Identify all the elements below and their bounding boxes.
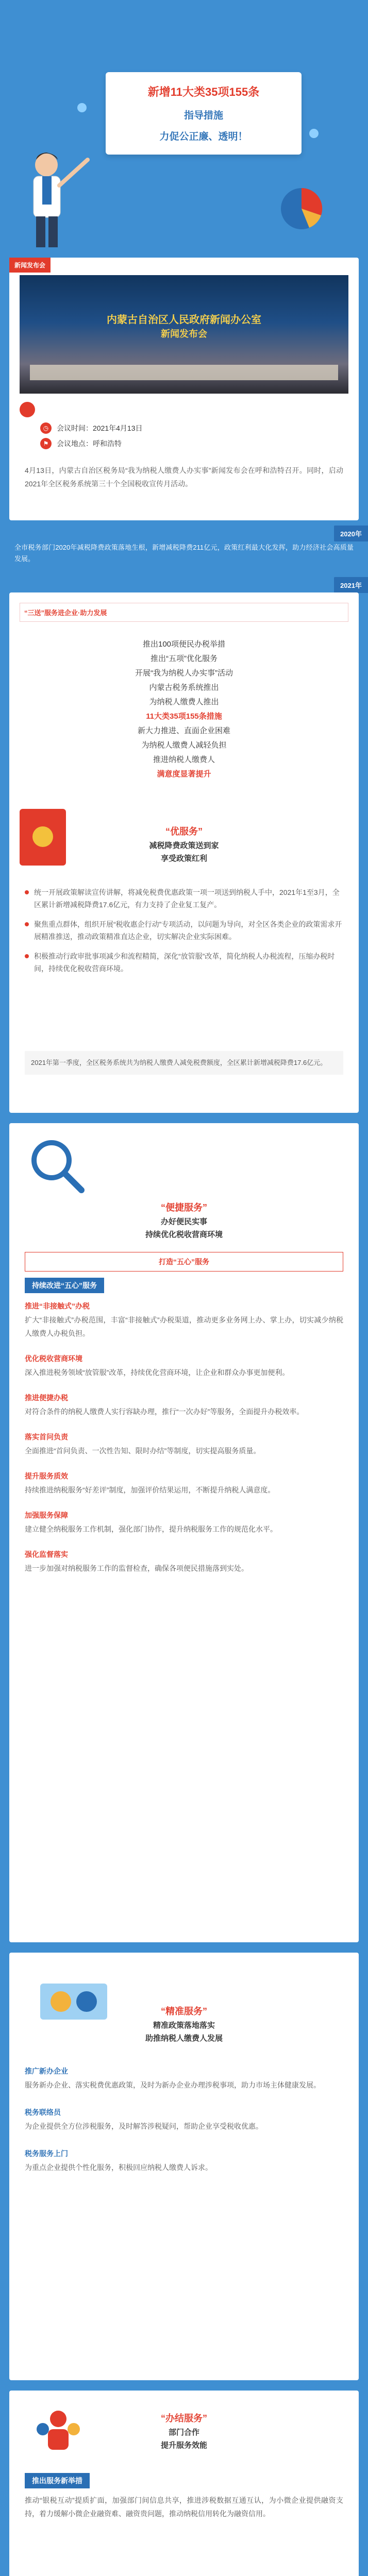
pie-chart-icon (273, 180, 330, 237)
item-text: 持续推进纳税服务“好差评”制度，加强评价结果运用，不断提升纳税人满意度。 (25, 1486, 275, 1494)
list-item (25, 2148, 343, 2174)
meeting-place (40, 438, 122, 449)
photo-banner-title: 内蒙古自治区人民政府新闻办公室 (107, 314, 261, 326)
block1-items (25, 886, 343, 982)
section4-title (9, 2004, 359, 2043)
photo-banner-subtitle: 新闻发布会 (161, 329, 207, 339)
section4-items (25, 2066, 343, 2190)
press-conference-card (9, 258, 359, 520)
list-item (25, 1393, 343, 1418)
item-heading: 推广新办企业 (25, 2067, 68, 2075)
summary-2020: 全市税务部门2020年减税降费政策落地生根，新增减税降费211亿元，政策红利最大化发挥，助力经济社会高质量发展。 (14, 544, 354, 563)
precision-card (9, 1953, 359, 2380)
item-heading: 优化税收营商环境 (25, 1354, 82, 1363)
section5-title-main: “办结服务” (161, 2413, 207, 2424)
item-heading: 税务联络员 (25, 2108, 61, 2116)
press-body: 4月13日，内蒙古自治区税务局“我为纳税人缴费人办实事”新闻发布会在呼和浩特召开。同时，启动2021年全区税务系统第三十个全国税收宣传月活动。 (25, 466, 343, 488)
list-item: 满意度显著提升 (157, 770, 211, 778)
section3-title-sub1: 办好便民实事 (160, 1217, 207, 1226)
measures-card (9, 592, 359, 1113)
item-text: 为企业提供全方位涉税服务，及时解答涉税疑问，帮助企业享受税收优惠。 (25, 2122, 263, 2130)
list-item: 内蒙古税务系统推出 (149, 683, 219, 692)
item-heading: 推进“非接触式”办税 (25, 1302, 90, 1310)
section4-title-sub1: 精准政策落地落实 (153, 2021, 215, 2030)
block1-title-sub1: 减税降费政策送到家 (149, 841, 219, 850)
section5-title-sub2: 提升服务效能 (160, 2441, 207, 2450)
list-item: 新大力推进、直面企业困难 (137, 726, 230, 735)
item-text: 为重点企业提供个性化服务，积极回应纳税人缴费人诉求。 (25, 2163, 212, 2172)
item-text: 积极推动行政审批事项减少和流程精简，深化“放管服”改革，简化纳税人办税流程，压缩办税时间，持续优化税收营商环境。 (34, 952, 335, 973)
item-text: 进一步加强对纳税服务工作的监督检查，确保各项便民措施落到实处。 (25, 1564, 248, 1572)
section5-title (9, 2411, 359, 2450)
hero-headline: 新增11大类35项155条 (147, 86, 260, 98)
item-text: 深入推进税务领域“放管服”改革，持续优化营商环境，让企业和群众办事更加便利。 (25, 1368, 290, 1377)
list-item: 开展“我为纳税人办实事”活动 (135, 669, 233, 677)
item-heading: 落实首问负责 (25, 1433, 68, 1441)
item-text: 服务新办企业、落实税费优惠政策，及时为新办企业办理涉税事项，助力市场主体健康发展。 (25, 2081, 321, 2089)
list-item (25, 1549, 343, 1575)
list-item (25, 2066, 343, 2092)
item-heading: 提升服务质效 (25, 1472, 68, 1480)
list-item (25, 1432, 343, 1458)
section3-box-title: 打造“五心”服务 (25, 1252, 343, 1272)
magnifier-icon (25, 1133, 87, 1195)
item-text: 扩大“非接触式”办税范围，丰富“非接触式”办税渠道，推动更多业务网上办、掌上办，切实减少纳税人缴费人办税负担。 (25, 1316, 343, 1337)
hero-tagline: 指导措施 (183, 110, 223, 121)
block1-title-main: “优服务” (165, 826, 203, 837)
podium-table (30, 365, 338, 380)
section4-title-main: “精准服务” (161, 2006, 207, 2016)
item-heading: 税务服务上门 (25, 2149, 68, 2158)
list-item: 推进纳税人缴费人 (153, 755, 215, 764)
list-item (25, 886, 343, 911)
section4-title-sub2: 助推纳税人缴费人发展 (145, 2034, 223, 2043)
meeting-place-label: 会议地点：呼和浩特 (57, 439, 122, 448)
section3-title-sub2: 持续优化税收营商环境 (145, 1230, 223, 1239)
section3-label (25, 1278, 104, 1293)
section3-title-main: “便捷服务” (161, 1202, 207, 1213)
meeting-time-label: 会议时间：2021年4月13日 (57, 424, 143, 432)
clock-icon (20, 402, 35, 417)
list-item (25, 950, 343, 975)
item-text: 全面推进“首问负责、一次性告知、限时办结”等制度，切实提高服务质量。 (25, 1447, 261, 1455)
item-text: 建立健全纳税服务工作机制，强化部门协作，提升纳税服务工作的规范化水平。 (25, 1525, 277, 1533)
list-item: 推出“五项”优化服务 (150, 654, 218, 663)
section-tag: 新闻发布会 (9, 258, 51, 273)
year-tag-2021: 2021年 (334, 577, 368, 593)
presenter-illustration (15, 144, 93, 252)
item-text: 对符合条件的纳税人缴费人实行容缺办理，推行“一次办好”等服务，全面提升办税效率。 (25, 1408, 304, 1416)
section3-items (25, 1301, 343, 1588)
list-item (25, 2107, 343, 2133)
ribbon: “三送”服务进企业·助力发展 (20, 603, 348, 622)
hero-board (106, 72, 302, 155)
item-text: 统一开展政策解读宣传讲解，将减免税费优惠政策一项一项送到纳税人手中，2021年1至3月，全区累计新增减税降费17.6亿元，有力支持了企业复工复产。 (34, 888, 340, 909)
section3-title (9, 1200, 359, 1240)
label-bar: 持续改进“五心”服务 (25, 1278, 104, 1293)
cooperation-card (9, 2391, 359, 2576)
item-text: 聚焦重点群体，组织开展“税收惠企行动”专项活动，以问题为导向，对全区各类企业的政策需求开展精准推送，推动政策精准直达企业，切实解决企业实际困难。 (34, 920, 342, 941)
label-bar: 推出服务新举措 (25, 2473, 90, 2488)
year-tag-2020: 2020年 (334, 526, 368, 541)
block1-title (9, 824, 359, 863)
location-icon: ⚑ (40, 438, 52, 449)
item-heading: 强化监督落实 (25, 1550, 68, 1558)
list-item (25, 1301, 343, 1340)
measures-list (9, 637, 359, 782)
meeting-time (40, 422, 143, 434)
section5-title-sub1: 部门合作 (168, 2428, 199, 2437)
list-item: 为纳税人缴费人推出 (149, 698, 219, 706)
list-item (25, 1510, 343, 1536)
hero-slogan: 力促公正廉、透明！ (159, 131, 248, 142)
press-conference-photo (20, 275, 348, 394)
list-item: 11大类35项155条措施 (146, 712, 222, 721)
time-icon: ◷ (40, 422, 52, 434)
section5-label (25, 2473, 90, 2488)
item-heading: 加强服务保障 (25, 1511, 68, 1519)
list-item (25, 1353, 343, 1379)
sparkle-icon (77, 103, 87, 112)
block1-title-sub2: 享受政策红利 (160, 854, 207, 863)
convenience-card (9, 1123, 359, 1942)
block1-note: 2021年第一季度，全区税务系统共为纳税人缴费人减免税费额度，全区累计新增减税降费17.6亿元。 (25, 1051, 343, 1075)
list-item (25, 918, 343, 943)
item-heading: 推进便捷办税 (25, 1394, 68, 1402)
sparkle-icon (309, 129, 319, 138)
list-item: 为纳税人缴费人减轻负担 (141, 741, 227, 750)
section5-text: 推动“银税互动”提质扩面，加强部门间信息共享，推进涉税数据互通互认，为小微企业提供融资支持，着力缓解小微企业融资难、融资贵问题，推动纳税信用转化为融资信用。 (25, 2496, 343, 2518)
list-item (25, 1471, 343, 1497)
list-item: 推出100项便民办税举措 (142, 640, 226, 649)
hero-banner (0, 0, 368, 258)
